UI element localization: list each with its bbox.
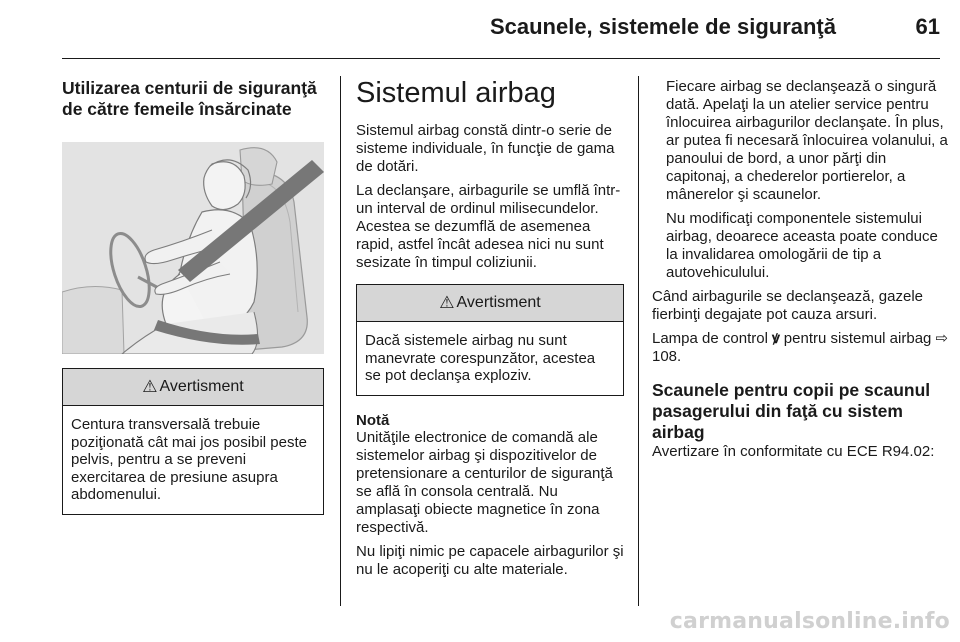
header-divider (62, 58, 940, 59)
indented-notes (652, 78, 952, 282)
airbag-warning-box (356, 284, 624, 396)
control-lamp-text-mid: pentru sistemul airbag (783, 330, 932, 347)
page-number: 61 (915, 14, 940, 39)
warning-title: Avertisment (159, 378, 244, 395)
note-text-ecu: Unităţile electronice de comandă ale sistemelor airbag şi dispozitivelor de pretensionare a centurilor de siguranţă se află în consola centrală. Nu amplasaţi obiecte magnetice în zona respectivă. (356, 428, 613, 536)
column-divider-left (340, 76, 341, 606)
watermark: carmanualsonline.info (669, 609, 950, 634)
left-column (62, 78, 324, 515)
warning-text: Centura transversală trebuie poziţionată cât mai jos posibil peste pelvis, pentru a se preveni exercitarea de presiune asupra abdomenului. (71, 416, 307, 503)
child-seat-section-heading: Scaunele pentru copii pe scaunul pasagerului din faţă cu sistem airbag (652, 380, 931, 442)
airbag-system-heading: Sistemul airbag (356, 77, 556, 109)
warning-triangle-icon: ⚠ (439, 293, 455, 312)
note-title: Notă (356, 411, 390, 429)
child-seat-section-text: Avertizare în conformitate cu ECE R94.02: (652, 443, 935, 460)
airbag-replacement-paragraph: Fiecare airbag se declanşează o singură dată. Apelaţi la un atelier service pentru înlocuirea airbagurilor declanşate. În plus, ar putea fi necesară înlocuirea volanului, a panoului de bord, a unor părţi din capitonaj, a chederelor portierelor, a mânerelor şi scaunelor. (666, 78, 948, 203)
right-column (652, 78, 952, 461)
pregnant-woman-seatbelt-illustration (62, 142, 324, 354)
page-reference-link[interactable]: 108. (652, 348, 682, 365)
warning-text: Dacă sistemele airbag nu sunt manevrate corespunzător, acestea se pot declanşa exploziv. (365, 332, 596, 384)
control-lamp-paragraph (652, 330, 952, 366)
hot-gases-paragraph: Când airbagurile se declanşează, gazele fierbinţi degajate pot cauza arsuri. (652, 288, 924, 323)
middle-column (356, 78, 624, 579)
page-header-title: Scaunele, sistemele de siguranţă (489, 14, 836, 39)
pregnant-belt-heading: Utilizarea centurii de siguranţă de către femeile însărcinate (62, 78, 317, 119)
warning-title: Avertisment (456, 294, 541, 311)
reference-arrow-icon: ⇨ (935, 330, 949, 347)
warning-header (357, 285, 623, 322)
pregnant-belt-warning-box (62, 368, 324, 515)
note-block (356, 412, 624, 579)
note-text-covers: Nu lipiţi nimic pe capacele airbagurilor şi nu le acoperiţi cu alte materiale. (356, 542, 624, 578)
airbag-symbol-icon: ꝟ (772, 330, 780, 347)
control-lamp-text: Lampa de control (652, 330, 768, 347)
column-divider-right (638, 76, 639, 606)
airbag-deploy-paragraph: La declanşare, airbagurile se umflă într-un interval de ordinul milisecundelor. Acestea se dezumflă de asemenea rapid, astfel încât adesea nici nu sunt sesizate în timpul coliziunii. (356, 182, 621, 271)
airbag-intro-paragraph: Sistemul airbag constă dintr-o serie de sisteme individuale, în funcţie de gama de dotări. (356, 122, 615, 175)
warning-header (63, 369, 323, 406)
airbag-no-modify-paragraph: Nu modificaţi componentele sistemului airbag, deoarece aceasta poate conduce la invalidarea omologării de tip a autovehiculului. (666, 210, 938, 281)
warning-triangle-icon: ⚠ (142, 377, 158, 396)
